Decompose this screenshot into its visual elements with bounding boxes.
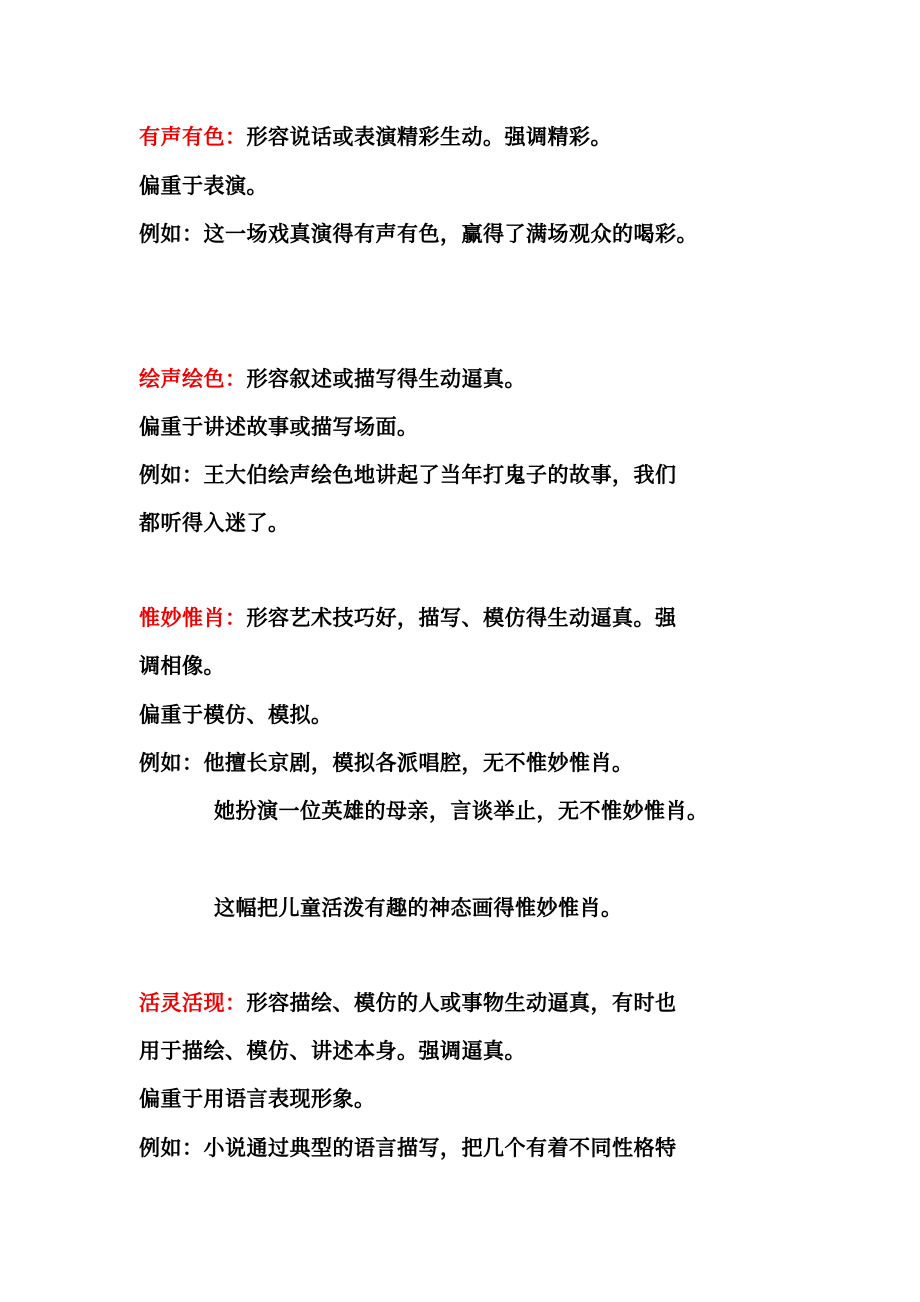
idiom-term: 有声有色： xyxy=(139,125,247,149)
entry-definition-cont: 调相像。 xyxy=(139,654,225,678)
entry-emphasis: 偏重于讲述故事或描写场面。 xyxy=(139,415,419,439)
entry-emphasis: 偏重于模仿、模拟。 xyxy=(139,703,333,727)
idiom-term: 绘声绘色： xyxy=(139,367,247,391)
entry-example: 例如：他擅长京剧，模拟各派唱腔，无不惟妙惟肖。 xyxy=(139,751,634,775)
entry-definition: 有声有色：形容说话或表演精彩生动。强调精彩。 xyxy=(139,125,612,149)
entry-definition: 绘声绘色：形容叙述或描写得生动逼真。 xyxy=(139,367,526,391)
entry-emphasis: 偏重于用语言表现形象。 xyxy=(139,1087,376,1111)
idiom-term: 惟妙惟肖： xyxy=(139,606,247,630)
entry-example: 例如：这一场戏真演得有声有色，赢得了满场观众的喝彩。 xyxy=(139,222,698,246)
entry-emphasis: 偏重于表演。 xyxy=(139,174,268,198)
entry-example-cont: 都听得入迷了。 xyxy=(139,511,290,535)
entry-example: 她扮演一位英雄的母亲，言谈举止，无不惟妙惟肖。 xyxy=(214,799,709,823)
entry-definition: 活灵活现：形容描绘、模仿的人或事物生动逼真，有时也 xyxy=(139,991,677,1015)
idiom-term: 活灵活现： xyxy=(139,991,247,1015)
entry-definition: 惟妙惟肖：形容艺术技巧好，描写、模仿得生动逼真。强 xyxy=(139,606,677,630)
entry-definition-cont: 用于描绘、模仿、讲述本身。强调逼真。 xyxy=(139,1039,526,1063)
entry-example: 例如：小说通过典型的语言描写，把几个有着不同性格特 xyxy=(139,1136,677,1160)
entry-example: 例如：王大伯绘声绘色地讲起了当年打鬼子的故事，我们 xyxy=(139,463,677,487)
entry-example: 这幅把儿童活泼有趣的神态画得惟妙惟肖。 xyxy=(214,896,623,920)
